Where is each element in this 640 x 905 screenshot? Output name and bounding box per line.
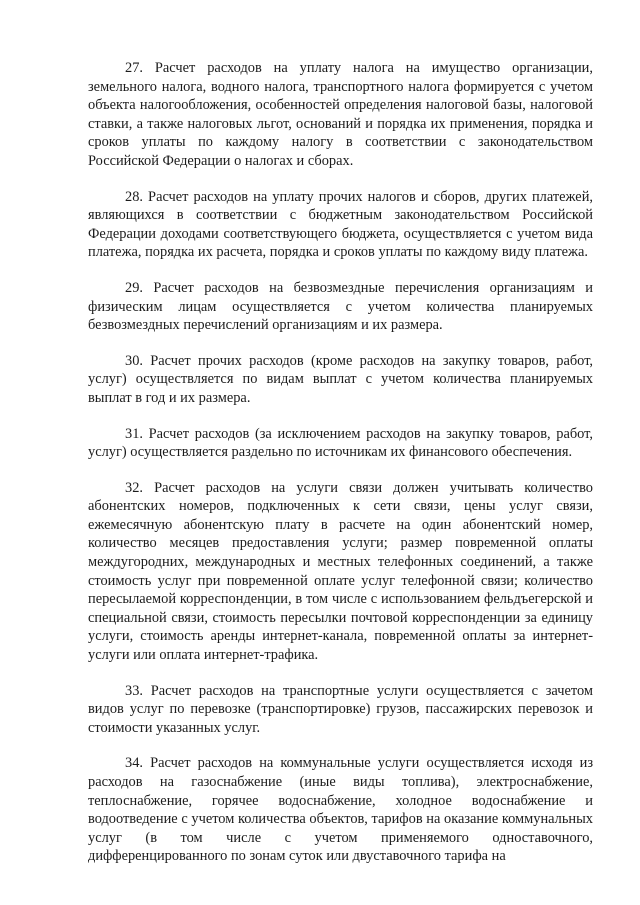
paragraph-31: 31. Расчет расходов (за исключением расходов на закупку товаров, работ, услуг) осуществляется раздельно по источникам их финансового обеспечения.	[88, 425, 593, 461]
paragraph-28: 28. Расчет расходов на уплату прочих налогов и сборов, других платежей, являющихся в соответствии с бюджетным законодательством Российской Федерации доходами соответствующего бюджета, осуществляется с учетом вида платежа, порядка их расчета, порядка и сроков уплаты по каждому виду платежа.	[88, 188, 593, 261]
paragraph-32: 32. Расчет расходов на услуги связи должен учитывать количество абонентских номеров, подключенных к сети связи, цены услуг связи, ежемесячную абонентскую плату в расчете на один абонентский номер, количество месяцев предоставления услуги; размер повременной оплаты междугородних, международных и местных телефонных соединений, а также стоимость услуг при повременной оплате услуг телефонной связи; количество пересылаемой корреспонденции, в том числе с использованием фельдъегерской и специальной связи, стоимость пересылки почтовой корреспонденции за единицу услуги, стоимость аренды интернет-канала, повременной оплаты за интернет-услуги или оплата интернет-трафика.	[88, 479, 593, 664]
paragraph-33: 33. Расчет расходов на транспортные услуги осуществляется с зачетом видов услуг по перевозке (транспортировке) грузов, пассажирских перевозок и стоимости указанных услуг.	[88, 682, 593, 736]
paragraph-34: 34. Расчет расходов на коммунальные услуги осуществляется исходя из расходов на газоснабжение (иные виды топлива), электроснабжение, теплоснабжение, горячее водоснабжение, холодное водоснабжение и водоотведение с учетом количества объектов, тарифов на оказание коммунальных услуг (в том числе с учетом применяемого одноставочного, дифференцированного по зонам суток или двуставочного тарифа на	[88, 755, 593, 865]
paragraph-30: 30. Расчет прочих расходов (кроме расходов на закупку товаров, работ, услуг) осуществляется по видам выплат с учетом количества планируемых выплат в год и их размера.	[88, 352, 593, 406]
paragraph-27: 27. Расчет расходов на уплату налога на имущество организации, земельного налога, водного налога, транспортного налога формируется с учетом объекта налогообложения, особенностей определения налоговой базы, налоговой ставки, а также налоговых льгот, оснований и порядка их применения, порядка и сроков уплаты по каждому налогу в соответствии с законодательством Российской Федерации о налогах и сборах.	[88, 60, 593, 169]
paragraph-29: 29. Расчет расходов на безвозмездные перечисления организациям и физическим лицам осуществляется с учетом количества планируемых безвозмездных перечислений организациям и их размера.	[88, 279, 593, 334]
document-page	[88, 59, 593, 866]
